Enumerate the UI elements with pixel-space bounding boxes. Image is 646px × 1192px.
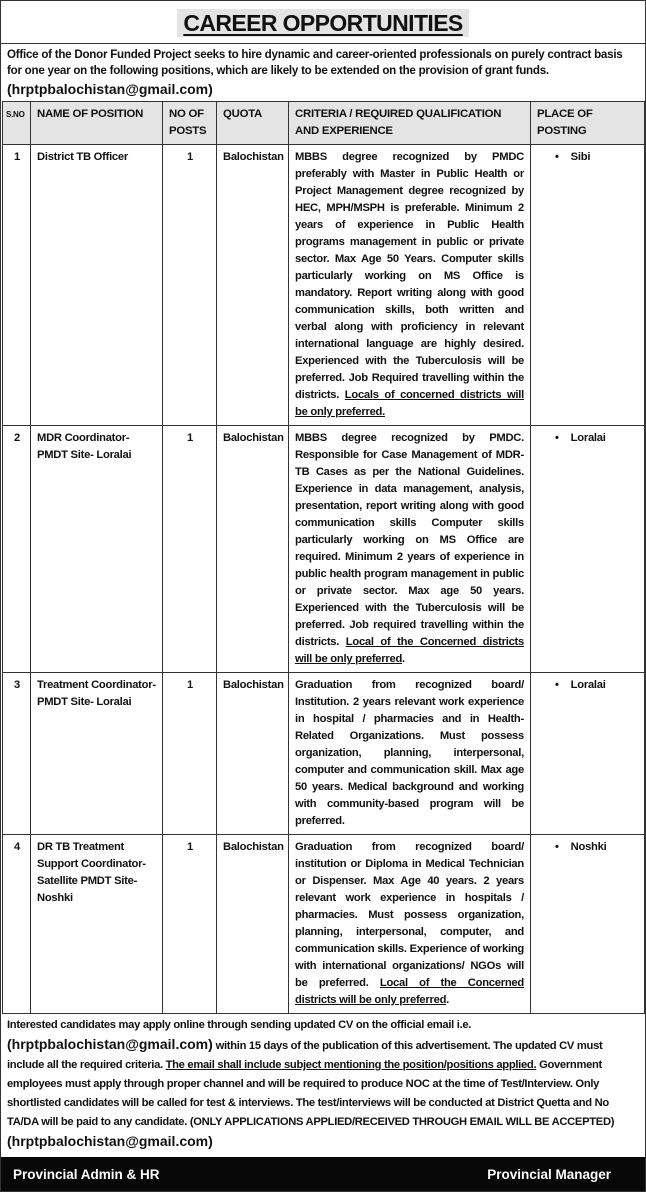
cell-posts: 1	[163, 145, 217, 426]
header-sno: S.NO	[3, 102, 31, 145]
posting-bullet	[555, 841, 571, 853]
cell-sno: 2	[3, 426, 31, 673]
posting-place: Loralai	[570, 432, 606, 444]
posting-place: Loralai	[570, 679, 606, 691]
page-title: CAREER OPPORTUNITIES	[177, 9, 468, 37]
posting-place: Noshki	[570, 841, 607, 853]
criteria-after: .	[402, 653, 405, 665]
header-position: NAME OF POSITION	[31, 102, 163, 145]
cell-position: MDR Coordinator-PMDT Site- Loralai	[31, 426, 163, 673]
criteria-underlined: Local of the Concerned districts will be only preferred	[295, 636, 524, 665]
posting-bullet	[555, 151, 571, 163]
criteria-after: .	[446, 994, 450, 1006]
cell-posts: 1	[163, 835, 217, 1014]
signature-right: Provincial Manager	[487, 1166, 611, 1182]
criteria-underlined: Locals of concerned districts will be only preferred.	[295, 389, 524, 418]
cell-quota: Balochistan	[217, 145, 289, 426]
criteria-text: Graduation from recognized board/ institution or Diploma in Medical Technician or Dispenser. Max Age 40 years. 2 years relevant work experience in hospitals / pharmacies. Must possess organization, planning, interpersonal, computer, and communication skills. Experience of working with international organizations/ NGOs will be preferred.	[295, 841, 524, 989]
posting-bullet	[555, 432, 571, 444]
contact-email: (hrptpbalochistan@gmail.com)	[7, 1036, 213, 1052]
intro-text: Office of the Donor Funded Project seeks to hire dynamic and career-oriented professionals on purely contract basis for one year on the following positions, which are likely to be extended on the provision of grant funds.	[7, 48, 623, 77]
cell-criteria	[289, 426, 531, 673]
criteria-text: MBBS degree recognized by PMDC preferably with Master in Public Health or Project Management degree recognized by HEC, MPH/MSPH is preferable. Minimum 2 years of experience in Public Health programs management in public or private sector. Max Age 50 Years. Computer skills particularly working on MS Office is mandatory. Report writing along with good communication skills, both written and verbal along with proficiency in relevant international language are highly desired. Experienced with the Tuberculosis will be preferred. Job Required travelling within the districts.	[295, 151, 524, 401]
cell-quota: Balochistan	[217, 426, 289, 673]
header-posting: PLACE OF POSTING	[531, 102, 645, 145]
application-instructions	[7, 1016, 639, 1153]
instructions-text: within 15 days of the publication of this advertisement. The updated CV must include all the required criteria.	[7, 1040, 603, 1071]
table-row	[3, 835, 645, 1014]
cell-posting	[531, 145, 645, 426]
cell-quota: Balochistan	[217, 673, 289, 835]
cell-sno: 4	[3, 835, 31, 1014]
contact-email: (hrptpbalochistan@gmail.com)	[7, 1133, 213, 1149]
cell-posting	[531, 426, 645, 673]
instructions-underlined: The email shall include subject mentioning the position/positions applied.	[165, 1059, 537, 1071]
header-posts: NO OF POSTS	[163, 102, 217, 145]
cell-criteria	[289, 673, 531, 835]
signature-bar	[1, 1157, 645, 1191]
cell-position: DR TB Treatment Support Coordinator-Satellite PMDT Site-Noshki	[31, 835, 163, 1014]
header-criteria: CRITERIA / REQUIRED QUALIFICATION AND EXPERIENCE	[289, 102, 531, 145]
title-area	[1, 1, 645, 44]
table-row	[3, 145, 645, 426]
cell-posting	[531, 673, 645, 835]
table-row	[3, 673, 645, 835]
instructions-text: Government employees must apply through proper channel and will be required to produce NOC at the time of Test/Interview. Only shortlisted candidates will be called for test & interviews. The test/interviews will be conducted at District Quetta and No TA/DA will be paid to any candidate. (ONLY APPLICATIONS APPLIED/RECEIVED THROUGH EMAIL WILL BE ACCEPTED)	[7, 1059, 615, 1128]
criteria-text: MBBS degree recognized by PMDC. Responsible for Case Management of MDR-TB Cases as per the National Guidelines. Experience in data management, analysis, presentation, report writing along with good communication skills Computer skills particularly working on MS Office are required. Minimum 2 years of experience in public health program management in public or private sector. Max age 50 years. Experienced with the Tuberculosis will be preferred. Job required travelling within the districts.	[295, 432, 524, 648]
table-row	[3, 426, 645, 673]
cell-posting	[531, 835, 645, 1014]
cell-criteria	[289, 145, 531, 426]
criteria-underlined: Local of the Concerned districts will be only preferred	[295, 977, 524, 1006]
cell-sno: 1	[3, 145, 31, 426]
cell-quota: Balochistan	[217, 835, 289, 1014]
criteria-text: Graduation from recognized board/ Institution. 2 years relevant work experience in hospital / pharmacies and in Health-Related Organizations. Must possess organization, planning, interpersonal, computer and communication skill. Max age 50 years. Medical background and working with community-based program will be preferred.	[295, 679, 524, 827]
instructions-text: Interested candidates may apply online through sending updated CV on the official email i.e.	[7, 1019, 472, 1031]
contact-email: (hrptpbalochistan@gmail.com)	[7, 81, 213, 97]
header-quota: QUOTA	[217, 102, 289, 145]
signature-left: Provincial Admin & HR	[13, 1166, 160, 1182]
cell-criteria	[289, 835, 531, 1014]
positions-table	[2, 101, 645, 1014]
table-header-row	[3, 102, 645, 145]
cell-posts: 1	[163, 673, 217, 835]
cell-position: Treatment Coordinator- PMDT Site- Loralai	[31, 673, 163, 835]
cell-position: District TB Officer	[31, 145, 163, 426]
cell-posts: 1	[163, 426, 217, 673]
posting-place: Sibi	[570, 151, 591, 163]
posting-bullet	[555, 679, 571, 691]
cell-sno: 3	[3, 673, 31, 835]
